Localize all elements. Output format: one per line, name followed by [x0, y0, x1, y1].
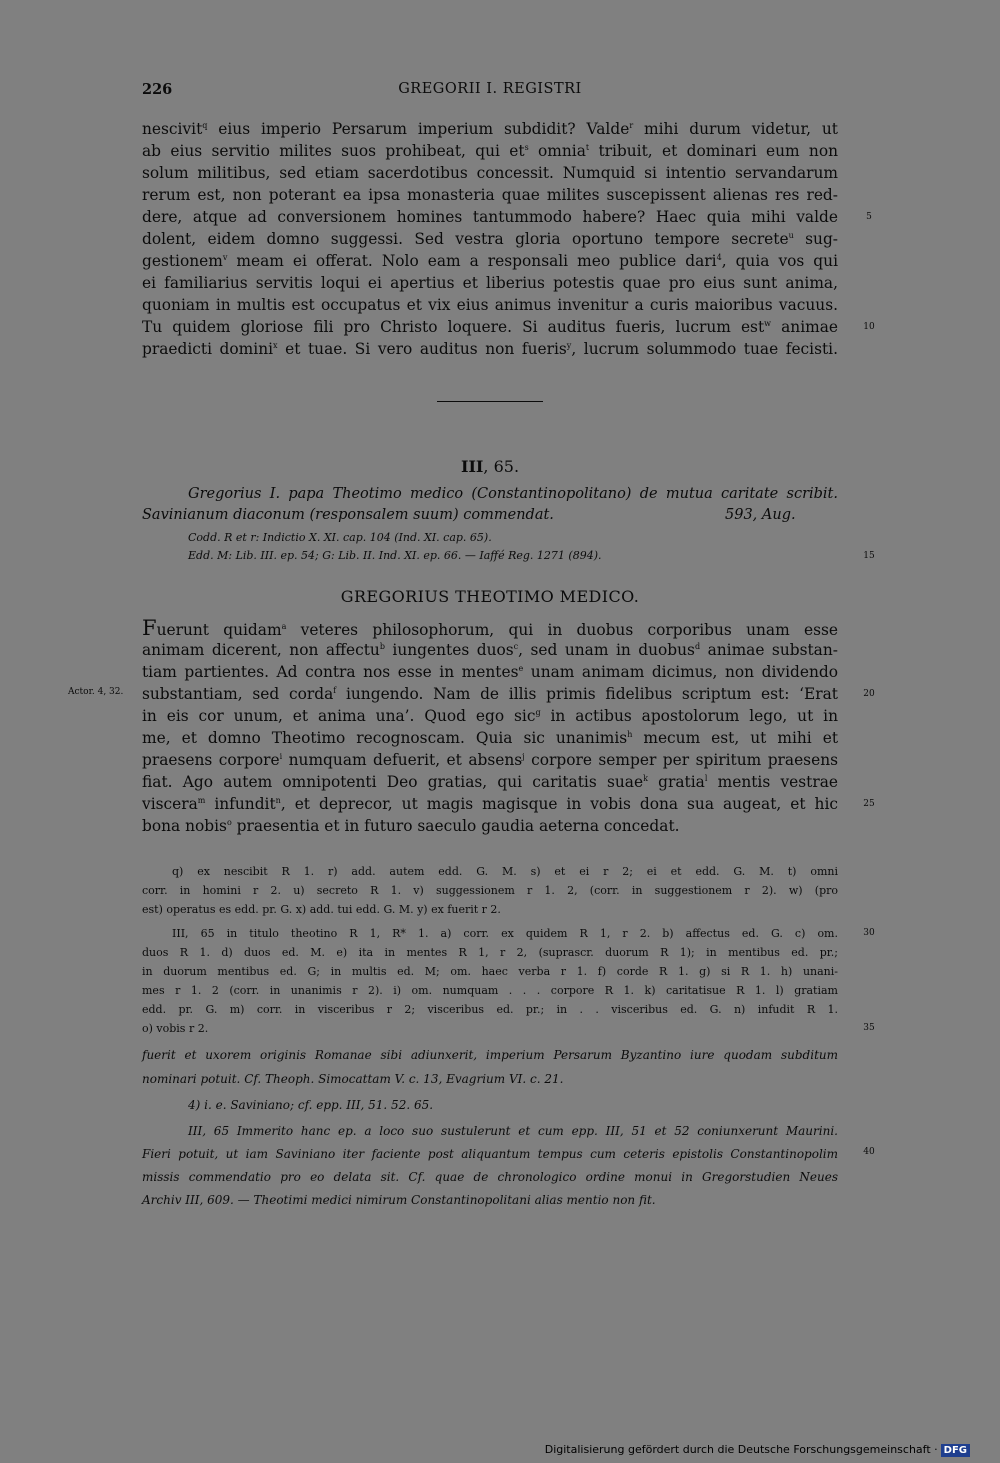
line-number: 25	[863, 799, 875, 809]
running-head	[142, 81, 838, 103]
commentary-line: Fieri potuit, ut iam Saviniano iter faciente post aliquantum tempus cum ceteris epistolis Constantinopolim	[142, 1147, 838, 1161]
line-number: 5	[866, 212, 872, 222]
running-title: GREGORII I. REGISTRI	[398, 81, 582, 97]
prev-line: rerum est, non poterant ea ipsa monasteria quae milites suscepissent alienas res red-	[142, 186, 838, 204]
line-number: 20	[863, 689, 875, 699]
footnote-line: III, 65 in titulo theotino R 1, R* 1. a) corr. ex quidem R 1, r 2. b) affectus ed. G. c) om.	[172, 927, 838, 940]
prev-line: nescivit$^q$ eius imperio Persarum imperium subdidit? Valde$^r$ mihi durum videtur, ut	[142, 120, 838, 138]
footnote-line: in duorum mentibus ed. G; in multis ed. M; om. haec verba r 1. f) corde R 1. g) si R 1. h) unani-	[142, 965, 838, 978]
prev-line: Tu quidem gloriose fili pro Christo loquere. Si auditus fueris, lucrum est$^w$ animae	[142, 318, 839, 336]
epistle-summary: Gregorius I. papa Theotimo medico (Constantinopolitano) de mutua caritate scribit.	[188, 486, 838, 502]
digitization-credit: Digitalisierung gefördert durch die Deutsche Forschungsgemeinschaft · DFG	[545, 1443, 970, 1457]
prev-line: quoniam in multis est occupatus et vix eius animus invenitur a curis maioribus vacuus.	[142, 296, 838, 314]
editions-note: Edd. M: Lib. III. ep. 54; G: Lib. II. Ind. XI. ep. 66. — Iaffé Reg. 1271 (894).	[188, 549, 602, 562]
epistle-number: III, 65.	[460, 457, 520, 476]
letter-line: viscera$^m$ infundit$^n$, et deprecor, ut magis magisque in vobis dona sua augeat, et hic	[142, 795, 838, 813]
footnote-line: o) vobis r 2.	[142, 1022, 209, 1035]
footnote-line: duos R 1. d) duos ed. M. e) ita in mentes R 1, r 2, (suprascr. duorum R 1); in mentibus ed. pr.;	[142, 946, 838, 959]
line-number: 35	[863, 1023, 875, 1033]
commentary-line: Archiv III, 609. — Theotimi medici nimirum Constantinopolitani alias mentio non fit.	[142, 1193, 656, 1207]
line-number: 30	[863, 928, 875, 938]
line-number: 15	[863, 551, 875, 561]
line-number: 10	[863, 322, 875, 332]
footnote-line: q) ex nescibit R 1. r) add. autem edd. G. M. s) et ei r 2; ei et edd. G. M. t) omni	[172, 865, 838, 878]
commentary-line: 4) i. e. Saviniano; cf. epp. III, 51. 52. 65.	[188, 1098, 434, 1112]
footnote-line: mes r 1. 2 (corr. in unanimis r 2). i) om. numquam . . . corpore R 1. k) caritatisue R 1. l) gratiam	[142, 984, 838, 997]
letter-line: substantiam, sed corda$^f$ iungendo. Nam de illis primis fidelibus scriptum est: ‘Erat	[142, 685, 838, 703]
letter-line: fiat. Ago autem omnipotenti Deo gratias, qui caritatis suae$^k$ gratia$^l$ mentis vestrae	[142, 773, 839, 791]
footnote-line: corr. in homini r 2. u) secreto R 1. v) suggessionem r 1. 2, (corr. in suggestionem r 2). w) (pro	[142, 884, 838, 897]
letter-line: animam dicerent, non affectu$^b$ iungentes duos$^c$, sed unam in duobus$^d$ animae substan-	[142, 641, 838, 659]
epistle-summary: Savinianum diaconum (responsalem suum) commendat. 593, Aug.	[142, 505, 838, 526]
prev-line: dere, atque ad conversionem homines tantummodo habere? Haec quia mihi valde	[142, 208, 838, 226]
section-divider	[437, 401, 543, 402]
letter-line: Fuerunt quidam$^a$ veteres philosophorum, qui in duobus corporibus unam esse	[142, 616, 839, 640]
footnote-line: est) operatus es edd. pr. G. x) add. tui edd. G. M. y) ex fuerit r 2.	[142, 903, 501, 916]
letter-address: GREGORIUS THEOTIMO MEDICO.	[340, 587, 640, 606]
commentary-line: nominari potuit. Cf. Theoph. Simocattam V. c. 13, Evagrium VI. c. 21.	[142, 1072, 564, 1086]
dfg-logo: DFG	[941, 1444, 970, 1457]
footnote-line: edd. pr. G. m) corr. in visceribus r 2; visceribus ed. pr.; in . . visceribus ed. G. n) infudit R 1.	[142, 1003, 838, 1016]
prev-line: ab eius servitio milites suos prohibeat, qui $et^s$ omnia$^t$ tribuit, et dominari eum non	[142, 142, 838, 160]
codices-note: Codd. R et r: Indictio X. XI. cap. 104 (Ind. XI. cap. 65).	[188, 531, 492, 544]
letter-line: me, et domno Theotimo recognoscam. Quia sic unanimis$^h$ mecum est, ut mihi et	[142, 729, 838, 747]
commentary-line: fuerit et uxorem originis Romanae sibi adiunxerit, imperium Persarum Byzantino iure quodam subditum	[142, 1048, 838, 1062]
prev-line: solum militibus, sed etiam sacerdotibus concessit. Numquid si intentio servandarum	[142, 164, 838, 182]
letter-line: bona nobis$^o$ praesentia et in futuro saeculo gaudia aeterna concedat.	[142, 817, 680, 835]
commentary-line: III, 65 Immerito hanc ep. a loco suo sustulerunt et cum epp. III, 51 et 52 coniunxerunt Maurini.	[188, 1124, 838, 1138]
prev-line: gestionem$^v$ meam ei offerat. Nolo eam a responsali meo publice dari$^4$, quia vos qui	[142, 252, 838, 270]
commentary-line: missis commendatio pro eo delata sit. Cf. quae de chronologico ordine monui in Gregorstudien Neues	[142, 1170, 838, 1184]
letter-line: in eis cor unum, et anima una’. Quod ego sic$^g$ in actibus apostolorum lego, ut in	[142, 707, 839, 725]
prev-line: ei familiarius servitis loqui ei apertius et liberius potestis quae pro eius sunt anima,	[142, 274, 838, 292]
drop-cap: F	[142, 616, 157, 640]
page-number: 226	[142, 81, 173, 98]
letter-line: tiam partientes. Ad contra nos esse in mentes$^e$ unam animam dicimus, non dividendo	[142, 663, 839, 681]
margin-reference: Actor. 4, 32.	[68, 687, 124, 697]
epistle-date: 593, Aug.	[725, 507, 796, 523]
prev-line: dolent, eidem domno suggessi. Sed vestra gloria oportuno tempore secrete$^u$ sug-	[142, 230, 838, 248]
line-number: 40	[863, 1147, 875, 1157]
letter-line: praesens corpore$^i$ numquam defuerit, et absens$^j$ corpore semper per spiritum praesens	[142, 751, 838, 769]
prev-line: praedicti domini$^x$ et tuae. Si vero auditus non fueris$^y$, lucrum solummodo tuae fecisti.	[142, 340, 838, 358]
